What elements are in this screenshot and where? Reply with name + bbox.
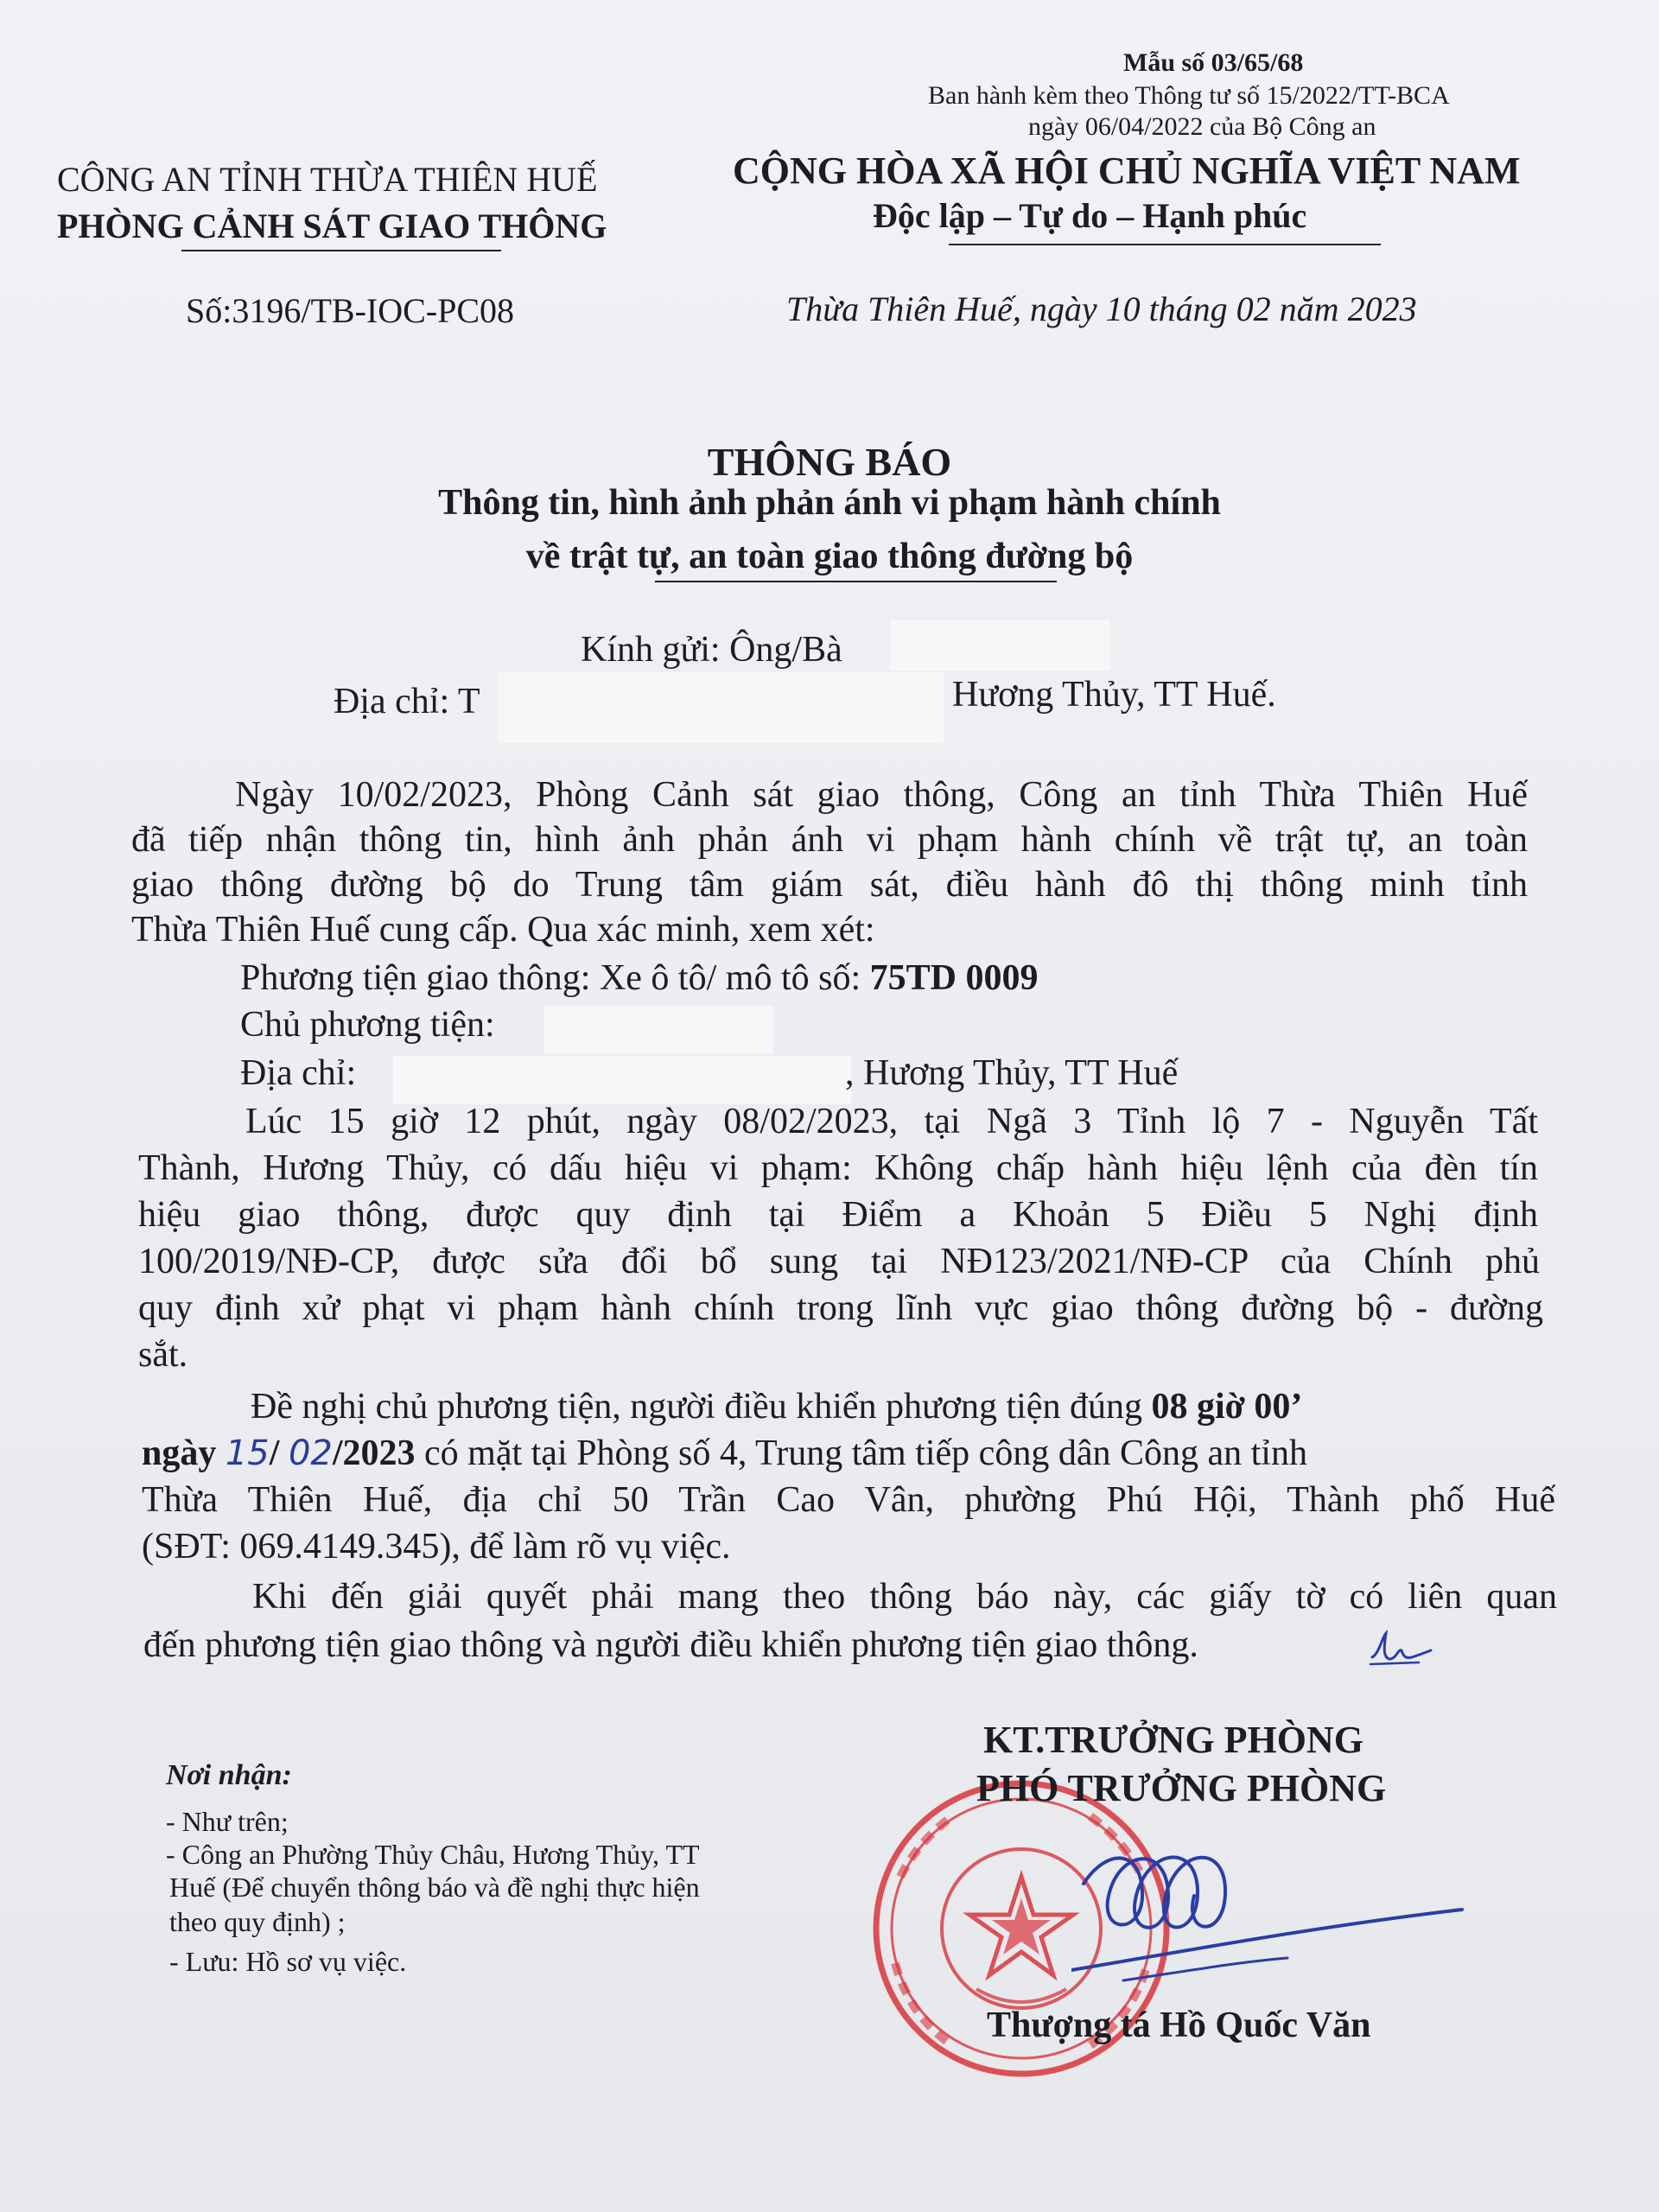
place-date: Thừa Thiên Huế, ngày 10 tháng 02 năm 2023 xyxy=(786,289,1417,328)
signer-name: Thượng tá Hồ Quốc Văn xyxy=(987,2005,1371,2045)
motto-underline xyxy=(949,244,1381,245)
paragraph-1-line-1: Ngày 10/02/2023, Phòng Cảnh sát giao thông, Công an tỉnh Thừa Thiên Huế xyxy=(235,775,1528,815)
owner-address-suffix: , Hương Thủy, TT Huế xyxy=(845,1053,1179,1093)
paragraph-1-line-3: giao thông đường bộ do Trung tâm giám sát, điều hành đô thị thông minh tỉnh xyxy=(131,865,1528,905)
handwritten-initial xyxy=(1367,1624,1436,1676)
summons-month-handwritten: 02 xyxy=(288,1433,333,1473)
greeting: Kính gửi: Ông/Bà xyxy=(581,630,842,670)
paragraph-3-line-1 xyxy=(251,1386,1302,1427)
vehicle-line xyxy=(240,957,1038,999)
form-number: Mẫu số 03/65/68 xyxy=(1123,48,1304,77)
summons-location: có mặt tại Phòng số 4, Trung tâm tiếp công dân Công an tỉnh xyxy=(424,1433,1307,1473)
document-subtitle-1: Thông tin, hình ảnh phản ánh vi phạm hành chính xyxy=(438,483,1221,523)
address-suffix: Hương Thủy, TT Huế. xyxy=(952,675,1276,715)
address-label: Địa chỉ: T xyxy=(334,682,480,721)
recipient-line: - Công an Phường Thủy Châu, Hương Thủy, TT xyxy=(166,1839,700,1870)
paragraph-2-line-5: quy định xử phạt vi phạm hành chính trong lĩnh vực giao thông đường bộ - đường xyxy=(138,1288,1543,1328)
paragraph-1-line-2: đã tiếp nhận thông tin, hình ảnh phản ánh vi phạm hành chính về trật tự, an toàn xyxy=(131,820,1528,860)
paragraph-2-line-6: sắt. xyxy=(138,1335,188,1375)
paragraph-4-line-2: đến phương tiện giao thông và người điều khiển phương tiện giao thông. xyxy=(143,1625,1198,1665)
summons-text: Đề nghị chủ phương tiện, người điều khiển phương tiện đúng xyxy=(251,1387,1142,1427)
redacted-address xyxy=(498,672,944,743)
summons-time: 08 giờ 00’ xyxy=(1151,1387,1303,1427)
paragraph-3-line-4: (SĐT: 069.4149.345), để làm rõ vụ việc. xyxy=(142,1527,731,1567)
owner-label: Chủ phương tiện: xyxy=(240,1005,495,1045)
vehicle-plate: 75TD 0009 xyxy=(869,958,1039,998)
nation-name: CỘNG HÒA XÃ HỘI CHỦ NGHĨA VIỆT NAM xyxy=(733,149,1521,192)
document-number: Số:3196/TB-IOC-PC08 xyxy=(186,291,515,330)
recipients-title: Nơi nhận: xyxy=(166,1759,292,1791)
recipient-line: - Lưu: Hồ sơ vụ việc. xyxy=(169,1946,407,1977)
summons-year: /2023 xyxy=(332,1433,416,1473)
paragraph-2-line-1: Lúc 15 giờ 12 phút, ngày 08/02/2023, tại Ngã 3 Tỉnh lộ 7 - Nguyễn Tất xyxy=(245,1102,1538,1141)
paragraph-2-line-3: hiệu giao thông, được quy định tại Điểm a Khoản 5 Điều 5 Nghị định xyxy=(138,1195,1538,1235)
agency-parent: CÔNG AN TỈNH THỪA THIÊN HUẾ xyxy=(57,160,598,199)
recipient-line: - Như trên; xyxy=(166,1806,289,1837)
paragraph-2-line-2: Thành, Hương Thủy, có dấu hiệu vi phạm: Không chấp hành hiệu lệnh của đèn tín xyxy=(138,1148,1538,1188)
owner-address-label: Địa chỉ: xyxy=(240,1053,357,1093)
form-issued-line-1: Ban hành kèm theo Thông tư số 15/2022/TT-BCA xyxy=(928,81,1450,110)
date-separator: / xyxy=(269,1433,280,1473)
paragraph-1-line-4: Thừa Thiên Huế cung cấp. Qua xác minh, xem xét: xyxy=(131,910,875,950)
recipient-line: theo quy định) ; xyxy=(169,1906,346,1937)
paragraph-3-line-3: Thừa Thiên Huế, địa chỉ 50 Trần Cao Vân, phường Phú Hội, Thành phố Huế xyxy=(142,1480,1555,1520)
redacted-owner xyxy=(544,1006,773,1054)
paragraph-3-line-2 xyxy=(142,1433,1307,1474)
document-title: THÔNG BÁO xyxy=(707,440,952,484)
summons-day-handwritten: 15 xyxy=(225,1433,270,1473)
redacted-owner-address xyxy=(393,1056,851,1104)
agency-unit: PHÒNG CẢNH SÁT GIAO THÔNG xyxy=(57,207,607,245)
document-subtitle-2: về trật tự, an toàn giao thông đường bộ xyxy=(525,537,1134,576)
title-underline xyxy=(655,581,1057,582)
summons-day-label: ngày xyxy=(142,1433,217,1473)
signature-title-2: PHÓ TRƯỞNG PHÒNG xyxy=(976,1767,1387,1809)
form-issued-line-2: ngày 06/04/2022 của Bộ Công an xyxy=(1028,112,1376,141)
signature-title-1: KT.TRƯỞNG PHÒNG xyxy=(983,1719,1363,1761)
agency-underline xyxy=(181,250,501,251)
national-motto: Độc lập – Tự do – Hạnh phúc xyxy=(873,196,1307,235)
recipient-line: Huế (Để chuyển thông báo và đề nghị thực hiện xyxy=(169,1872,700,1903)
handwritten-signature xyxy=(1071,1832,1469,2005)
vehicle-label: Phương tiện giao thông: Xe ô tô/ mô tô số: xyxy=(240,958,861,998)
paragraph-2-line-4: 100/2019/NĐ-CP, được sửa đổi bổ sung tại NĐ123/2021/NĐ-CP của Chính phủ xyxy=(138,1242,1540,1281)
redacted-name xyxy=(890,620,1110,671)
paragraph-4-line-1: Khi đến giải quyết phải mang theo thông báo này, các giấy tờ có liên quan xyxy=(252,1577,1557,1617)
